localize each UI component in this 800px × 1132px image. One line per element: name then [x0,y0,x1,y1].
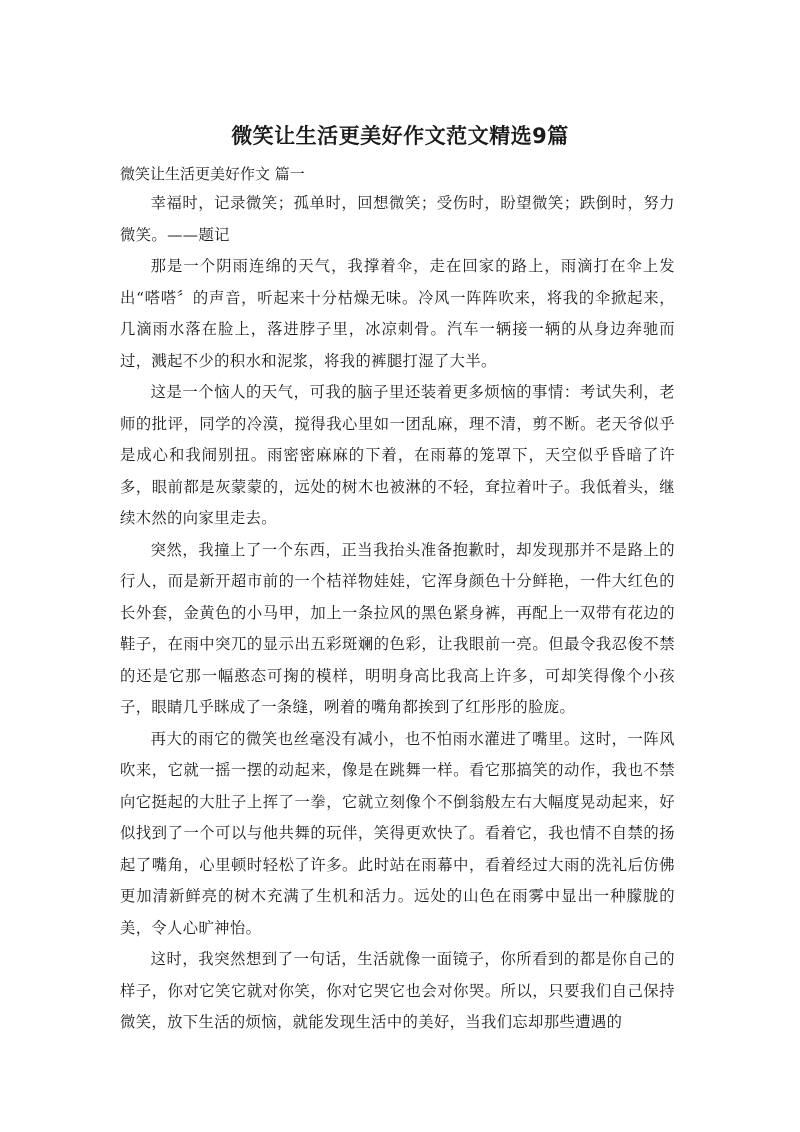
body-paragraph: 突然，我撞上了一个东西，正当我抬头准备抱歉时，却发现那并不是路上的行人，而是新开超市前的一个桔祥物娃娃，它浑身颜色十分鲜艳，一件大红色的长外套，金黄色的小马甲，加上一条拉风的黑色紧身裤，再配上一双带有花边的鞋子，在雨中突兀的显示出五彩斑斓的色彩，让我眼前一亮。但最令我忍俊不禁的还是它那一幅憨态可掬的模样，明明身高比我高上许多，可却笑得像个小孩子，眼睛几乎眯成了一条缝，咧着的嘴角都挨到了红彤彤的脸庞。 [120,540,675,716]
epigraph-paragraph: 幸福时，记录微笑；孤单时，回想微笑；受伤时，盼望微笑；跌倒时，努力微笑。——题记 [120,194,675,244]
body-paragraph: 那是一个阴雨连绵的天气，我撑着伞，走在回家的路上，雨滴打在伞上发出“嗒嗒〞的声音，听起来十分枯燥无味。冷风一阵阵吹来，将我的伞掀起来，几滴雨水落在脸上，落进脖子里，冰凉刺骨。汽车一辆接一辆的从身边奔驰而过，溅起不少的积水和泥浆，将我的裤腿打湿了大半。 [120,257,675,370]
body-paragraph: 再大的雨它的微笑也丝毫没有减小，也不怕雨水灌进了嘴里。这时，一阵风吹来，它就一摇一摆的动起来，像是在跳舞一样。看它那搞笑的动作，我也不禁向它挺起的大肚子上挥了一拳，它就立刻像个不倒翁般左右大幅度晃动起来，好似找到了一个可以与他共舞的玩伴，笑得更欢快了。看着它，我也情不自禁的扬起了嘴角，心里顿时轻松了许多。此时站在雨幕中，看着经过大雨的洗礼后仿佛更加清新鲜亮的树木充满了生机和活力。远处的山色在雨雾中显出一种朦胧的美，令人心旷神怡。 [120,729,675,937]
essay-body [120,188,675,1039]
section-heading: 微笑让生活更美好作文 篇一 [120,165,305,183]
body-paragraph: 这是一个恼人的天气，可我的脑子里还装着更多烦恼的事情：考试失利，老师的批评，同学的冷漠，搅得我心里如一团乱麻，理不清，剪不断。老天爷似乎是成心和我闹别扭。雨密密麻麻的下着，在雨幕的笼罩下，天空似乎昏暗了许多，眼前都是灰蒙蒙的，远处的树木也被淋的不轻，耷拉着叶子。我低着头，继续木然的向家里走去。 [120,383,675,527]
body-paragraph: 这时，我突然想到了一句话，生活就像一面镜子，你所看到的都是你自己的样子，你对它笑它就对你笑，你对它哭它也会对你哭。所以，只要我们自己保持微笑，放下生活的烦恼，就能发现生活中的美好，当我们忘却那些遭遇的 [120,950,675,1031]
document-title: 微笑让生活更美好作文范文精选9篇 [231,124,569,148]
